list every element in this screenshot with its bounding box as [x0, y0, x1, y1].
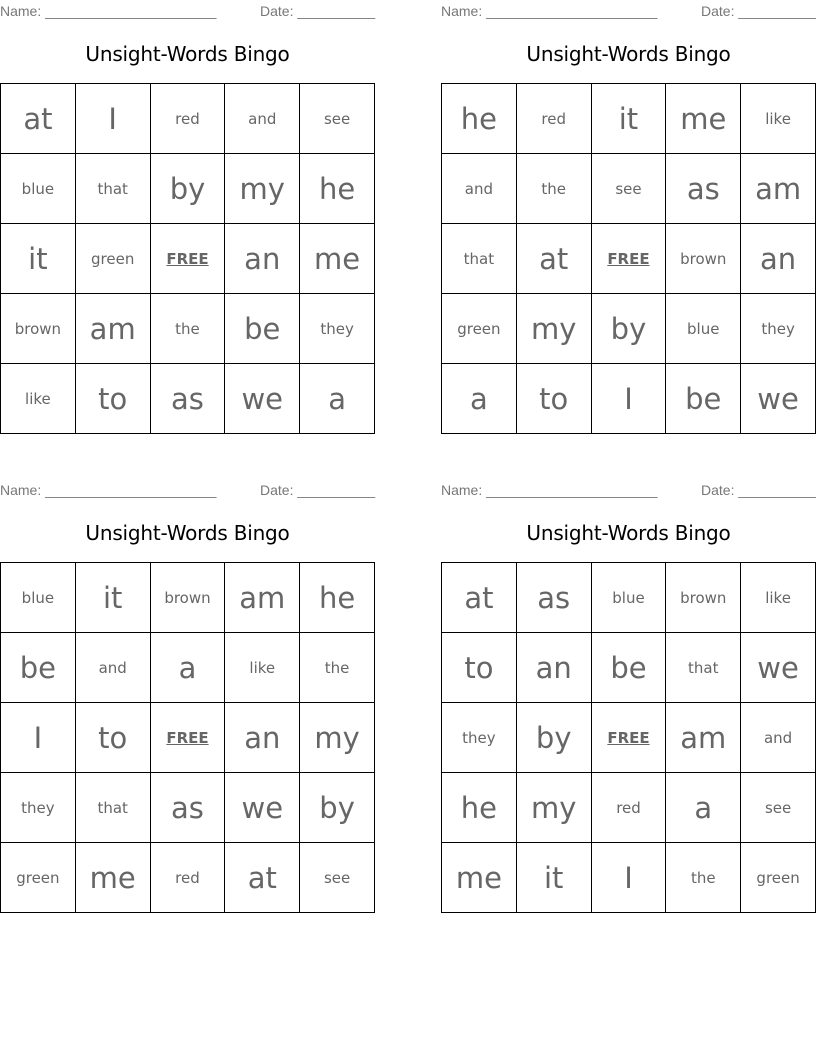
bingo-cell: he — [300, 563, 375, 633]
date-field-label: Date: __________ — [701, 3, 816, 19]
bingo-cell: he — [300, 154, 375, 224]
bingo-cell: to — [516, 364, 591, 434]
date-field-label: Date: __________ — [701, 482, 816, 498]
bingo-cell: brown — [150, 563, 225, 633]
bingo-cell: they — [741, 294, 816, 364]
bingo-cell: my — [225, 154, 300, 224]
card-header — [0, 0, 375, 20]
bingo-cell: a — [442, 364, 517, 434]
grid-row — [1, 294, 375, 364]
bingo-cell: red — [150, 843, 225, 913]
grid-row — [1, 843, 375, 913]
free-space: FREE — [591, 224, 666, 294]
bingo-cell: and — [741, 703, 816, 773]
card-title: Unsight-Words Bingo — [85, 42, 290, 66]
bingo-cell: by — [150, 154, 225, 224]
grid-row — [1, 224, 375, 294]
grid-row — [442, 633, 816, 703]
bingo-cell: they — [442, 703, 517, 773]
bingo-cell: the — [150, 294, 225, 364]
bingo-cell: red — [516, 84, 591, 154]
card-title: Unsight-Words Bingo — [526, 521, 731, 545]
bingo-cell: an — [741, 224, 816, 294]
bingo-cell: that — [442, 224, 517, 294]
card-header — [441, 479, 816, 499]
bingo-cell: it — [75, 563, 150, 633]
grid-row — [442, 224, 816, 294]
bingo-grid — [441, 83, 816, 434]
bingo-cell: am — [225, 563, 300, 633]
bingo-cell: an — [225, 224, 300, 294]
bingo-cell: see — [591, 154, 666, 224]
bingo-cell: be — [1, 633, 76, 703]
name-field-label: Name: ______________________ — [441, 482, 658, 498]
bingo-cell: my — [516, 773, 591, 843]
bingo-cell: we — [225, 364, 300, 434]
bingo-cell: am — [741, 154, 816, 224]
free-space: FREE — [150, 224, 225, 294]
grid-row — [1, 154, 375, 224]
bingo-cell: the — [516, 154, 591, 224]
bingo-grid — [0, 562, 375, 913]
bingo-cell: he — [442, 773, 517, 843]
bingo-cell: blue — [666, 294, 741, 364]
bingo-cell: to — [75, 703, 150, 773]
bingo-cell: we — [741, 633, 816, 703]
bingo-cell: to — [442, 633, 517, 703]
bingo-cell: at — [225, 843, 300, 913]
bingo-cell: I — [591, 364, 666, 434]
grid-row — [442, 703, 816, 773]
card-header — [0, 479, 375, 499]
name-field-label: Name: ______________________ — [0, 482, 217, 498]
bingo-cell: he — [442, 84, 517, 154]
name-field-label: Name: ______________________ — [0, 3, 217, 19]
bingo-cell: I — [75, 84, 150, 154]
bingo-cell: see — [741, 773, 816, 843]
bingo-cell: I — [1, 703, 76, 773]
bingo-cell: as — [666, 154, 741, 224]
bingo-cell: that — [75, 154, 150, 224]
bingo-cell: by — [300, 773, 375, 843]
bingo-cell: blue — [591, 563, 666, 633]
bingo-cell: as — [150, 364, 225, 434]
bingo-cell: an — [516, 633, 591, 703]
bingo-cell: blue — [1, 154, 76, 224]
bingo-cell: see — [300, 843, 375, 913]
bingo-cell: by — [516, 703, 591, 773]
bingo-cell: green — [741, 843, 816, 913]
bingo-cell: like — [225, 633, 300, 703]
bingo-cell: I — [591, 843, 666, 913]
free-space: FREE — [591, 703, 666, 773]
bingo-cell: they — [300, 294, 375, 364]
bingo-cell: be — [666, 364, 741, 434]
bingo-cell: my — [516, 294, 591, 364]
grid-row — [442, 84, 816, 154]
bingo-cell: we — [225, 773, 300, 843]
bingo-cell: an — [225, 703, 300, 773]
grid-row — [1, 84, 375, 154]
bingo-cell: blue — [1, 563, 76, 633]
date-field-label: Date: __________ — [260, 482, 376, 498]
grid-row — [442, 364, 816, 434]
grid-row — [1, 563, 375, 633]
bingo-cell: they — [1, 773, 76, 843]
bingo-cell: be — [225, 294, 300, 364]
bingo-cell: it — [516, 843, 591, 913]
bingo-cell: like — [741, 84, 816, 154]
bingo-cell: a — [300, 364, 375, 434]
bingo-cell: and — [75, 633, 150, 703]
bingo-cell: me — [75, 843, 150, 913]
date-field-label: Date: __________ — [260, 3, 376, 19]
bingo-cell: and — [225, 84, 300, 154]
bingo-cell: it — [1, 224, 76, 294]
bingo-cell: me — [300, 224, 375, 294]
bingo-cell: at — [442, 563, 517, 633]
card-title: Unsight-Words Bingo — [526, 42, 731, 66]
bingo-cell: it — [591, 84, 666, 154]
bingo-cell: am — [666, 703, 741, 773]
grid-row — [442, 563, 816, 633]
bingo-cell: green — [1, 843, 76, 913]
bingo-cell: a — [150, 633, 225, 703]
bingo-cell: red — [591, 773, 666, 843]
grid-row — [442, 154, 816, 224]
bingo-cell: the — [300, 633, 375, 703]
card-title: Unsight-Words Bingo — [85, 521, 290, 545]
bingo-cell: by — [591, 294, 666, 364]
grid-row — [1, 773, 375, 843]
bingo-cell: and — [442, 154, 517, 224]
bingo-cell: am — [75, 294, 150, 364]
bingo-cell: brown — [1, 294, 76, 364]
bingo-cell: at — [516, 224, 591, 294]
grid-row — [1, 703, 375, 773]
bingo-cell: me — [442, 843, 517, 913]
bingo-grid — [0, 83, 375, 434]
bingo-cell: as — [516, 563, 591, 633]
bingo-cell: my — [300, 703, 375, 773]
grid-row — [1, 364, 375, 434]
bingo-cell: green — [442, 294, 517, 364]
bingo-cell: as — [150, 773, 225, 843]
bingo-cell: green — [75, 224, 150, 294]
bingo-cell: be — [591, 633, 666, 703]
bingo-cell: that — [666, 633, 741, 703]
bingo-cell: at — [1, 84, 76, 154]
grid-row — [442, 294, 816, 364]
bingo-cell: brown — [666, 563, 741, 633]
bingo-cell: me — [666, 84, 741, 154]
bingo-cell: like — [741, 563, 816, 633]
bingo-cell: to — [75, 364, 150, 434]
bingo-cell: see — [300, 84, 375, 154]
card-header — [441, 0, 816, 20]
name-field-label: Name: ______________________ — [441, 3, 658, 19]
bingo-cell: brown — [666, 224, 741, 294]
grid-row — [1, 633, 375, 703]
grid-row — [442, 773, 816, 843]
bingo-cell: a — [666, 773, 741, 843]
grid-row — [442, 843, 816, 913]
bingo-cell: red — [150, 84, 225, 154]
bingo-cell: that — [75, 773, 150, 843]
bingo-cell: the — [666, 843, 741, 913]
bingo-cell: we — [741, 364, 816, 434]
bingo-cell: like — [1, 364, 76, 434]
bingo-grid — [441, 562, 816, 913]
free-space: FREE — [150, 703, 225, 773]
